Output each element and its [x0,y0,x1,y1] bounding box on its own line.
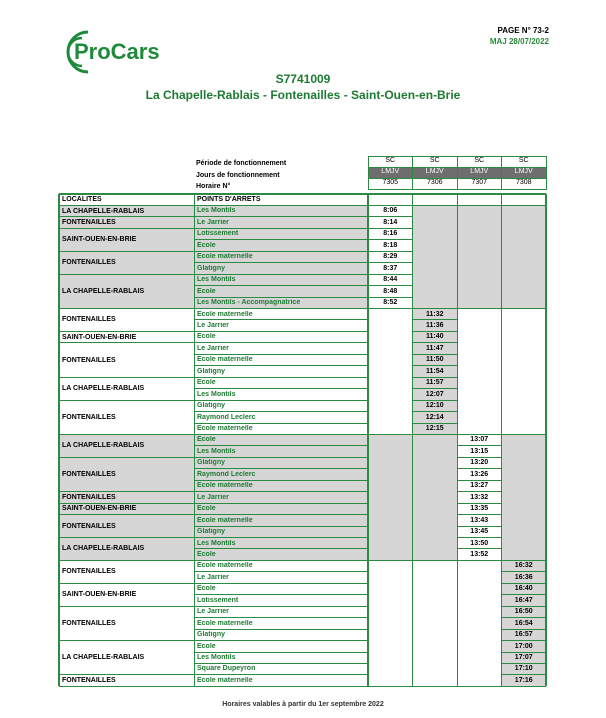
departure-time: 17:16 [514,676,533,684]
page-number: PAGE N° 73-2 [497,26,549,35]
label-periode: Période de fonctionnement [196,160,287,167]
stop-name: Glatigny [197,402,226,410]
grid-line [194,423,368,424]
stop-name: Raymond Leclerc [197,470,256,478]
stop-name: Le Jarrier [197,344,229,352]
stop-name: Glatigny [197,631,226,639]
locality: FONTENAILLES [62,677,116,685]
locality: FONTENAILLES [62,568,116,576]
stop-name: Les Montils [197,390,236,398]
grid-line [59,606,194,607]
grid-line [413,423,458,424]
stop-name: Ecole maternelle [197,482,253,490]
departure-time: 8:18 [383,241,398,249]
validity-footer: Horaires valables à partir du 1er septembre 2022 [222,701,384,708]
departure-time: 11:32 [425,310,444,318]
grid-line [194,388,368,389]
grid-line [194,468,368,469]
departure-time: 13:20 [470,459,489,467]
departure-time: 17:00 [514,642,533,650]
grid-line [59,228,194,229]
grid-line [194,526,368,527]
grid-line [413,365,458,366]
grid-line [502,606,547,607]
grid-line [194,445,368,446]
stop-name: Ecole [197,550,216,558]
grid-line [194,514,368,515]
locality: FONTENAILLES [62,259,116,267]
grid-line [502,571,547,572]
grid-line [457,156,458,190]
logo-text: ProCars [74,39,160,64]
grid-line [502,193,547,195]
grid-line [368,216,413,217]
stop-name: Ecole maternelle [197,516,253,524]
grid-line [501,156,502,190]
departure-time: 16:36 [514,573,533,581]
grid-line [194,548,368,549]
locality: SAINT-OUEN-EN-BRIE [62,236,137,244]
departure-time: 13:15 [470,447,489,455]
grid-line [59,274,194,275]
header-points: POINTS D'ARRETS [197,196,261,203]
grid-line [59,583,194,584]
service-periode: SC [385,157,396,164]
stop-name: Ecole [197,241,216,249]
locality: SAINT-OUEN-EN-BRIE [62,505,137,513]
grid-line [413,400,458,401]
grid-line [58,194,60,686]
grid-line [502,674,547,675]
departure-time: 13:32 [470,493,489,501]
locality: FONTENAILLES [62,619,116,627]
grid-line [413,354,458,355]
grid-line [194,377,368,378]
departure-time: 13:26 [470,470,489,478]
grid-line [501,194,502,686]
stop-name: Ecole [197,642,216,650]
grid-line [194,400,368,401]
grid-line [502,640,547,641]
service-periode: SC [429,157,440,164]
service-horaire: 7305 [382,179,399,187]
grid-line [194,537,368,538]
grid-line [457,468,502,469]
grid-line [413,331,458,332]
grid-line [194,354,368,355]
departure-time: 16:50 [514,608,533,616]
grid-line [457,457,502,458]
grid-line [457,537,502,538]
grid-line [457,491,502,492]
grid-line [59,560,546,562]
grid-line [194,594,368,595]
grid-line [59,537,194,538]
route-title: La Chapelle-Rablais - Fontenailles - Saint-Ouen-en-Brie [145,88,461,102]
stop-name: Le Jarrier [197,573,229,581]
grid-line [194,583,368,584]
locality: FONTENAILLES [62,522,116,530]
stop-name: Les Montils - Accompagnatrice [197,299,301,307]
grid-line [457,480,502,481]
grid-line [194,365,368,366]
departure-time: 13:52 [470,550,489,558]
grid-line [457,193,502,195]
stop-name: Glatigny [197,459,226,467]
grid-line [194,411,368,412]
stop-name: Les Montils [197,447,236,455]
grid-line [413,319,458,320]
departure-time: 13:45 [470,528,489,536]
grid-line [412,156,413,190]
grid-line [413,342,458,343]
grid-line [194,652,368,653]
update-date: MAJ 28/07/2022 [489,37,549,46]
departure-time: 12:14 [425,413,444,421]
shade [457,205,502,308]
grid-line [194,663,368,664]
grid-line [59,686,546,688]
stop-name: Lotissement [197,596,239,604]
grid-line [194,331,368,332]
stop-name: Les Montils [197,207,236,215]
departure-time: 8:52 [383,299,398,307]
departure-time: 8:29 [383,253,398,261]
shade [368,434,413,560]
grid-line [546,156,547,190]
stop-name: Ecole maternelle [197,562,253,570]
departure-time: 16:47 [514,596,533,604]
departure-time: 16:32 [514,562,533,570]
locality: FONTENAILLES [62,413,116,421]
grid-line [59,514,194,515]
grid-line [194,491,368,492]
grid-line [59,457,194,458]
grid-line [502,617,547,618]
grid-line [545,194,547,686]
stop-name: Lotissement [197,230,239,238]
grid-line [194,251,368,252]
grid-line [194,617,368,618]
grid-line [502,663,547,664]
stop-name: Le Jarrier [197,321,229,329]
grid-line [413,193,458,195]
locality: FONTENAILLES [62,471,116,479]
grid-line [368,239,413,240]
locality: FONTENAILLES [62,316,116,324]
departure-time: 8:16 [383,230,398,238]
stop-name: Le Jarrier [197,218,229,226]
grid-line [368,228,413,229]
departure-time: 8:06 [383,207,398,215]
locality: LA CHAPELLE-RABLAIS [62,287,145,295]
locality: SAINT-OUEN-EN-BRIE [62,333,137,341]
grid-line [194,274,368,275]
departure-time: 17:10 [514,665,533,673]
grid-line [413,377,458,378]
locality: LA CHAPELLE-RABLAIS [62,442,145,450]
grid-line [413,388,458,389]
grid-line [368,251,413,252]
grid-line [368,156,369,190]
grid-line [194,319,368,320]
grid-line [502,583,547,584]
departure-time: 8:44 [383,276,398,284]
stop-name: Square Dupeyron [197,665,256,673]
departure-time: 13:50 [470,539,489,547]
grid-line [413,411,458,412]
locality: FONTENAILLES [62,493,116,501]
grid-line [59,674,194,675]
grid-line [194,606,368,607]
grid-line [368,274,413,275]
service-horaire: 7307 [471,179,488,187]
grid-line [368,297,413,298]
label-horaire: Horaire N° [196,183,231,190]
departure-time: 13:27 [470,482,489,490]
grid-line [194,457,368,458]
locality: LA CHAPELLE-RABLAIS [62,385,145,393]
service-jours: LMJV [368,167,413,178]
service-horaire: 7308 [515,179,532,187]
grid-line [368,262,413,263]
procars-logo [58,27,188,77]
grid-line [457,194,458,686]
stop-name: Le Jarrier [197,493,229,501]
grid-line [59,205,546,207]
grid-line [59,331,194,332]
grid-line [59,400,194,401]
shade [413,205,458,308]
stop-name: Raymond Leclerc [197,413,256,421]
grid-line [502,594,547,595]
grid-line [59,434,546,436]
stop-name: Glatigny [197,367,226,375]
departure-time: 13:35 [470,505,489,513]
departure-time: 11:40 [425,333,444,341]
grid-line [194,194,195,686]
grid-line [59,503,194,504]
departure-time: 13:07 [470,436,489,444]
departure-time: 12:10 [425,402,444,410]
locality: SAINT-OUEN-EN-BRIE [62,591,137,599]
departure-time: 17:07 [514,654,533,661]
grid-line [194,262,368,263]
stop-name: Les Montils [197,276,236,284]
stop-name: Le Jarrier [197,608,229,616]
grid-line [194,480,368,481]
departure-time: 8:37 [383,264,398,272]
shade [502,205,547,308]
grid-line [502,652,547,653]
grid-line [368,193,413,195]
grid-line [59,342,194,343]
stop-name: Les Montils [197,539,236,547]
locality: FONTENAILLES [62,356,116,364]
stop-name: Ecole [197,505,216,513]
stop-name: Ecole [197,333,216,341]
stop-name: Les Montils [197,654,236,661]
grid-line [194,216,368,217]
grid-line [194,503,368,504]
header-localites: LOCALITES [62,196,102,203]
departure-time: 11:54 [425,367,444,375]
grid-line [194,674,368,675]
grid-line [194,342,368,343]
grid-line [194,297,368,298]
stop-name: Glatigny [197,264,226,272]
grid-line [194,285,368,286]
stop-name: Ecole maternelle [197,619,253,627]
grid-line [412,194,413,686]
departure-time: 12:15 [425,425,444,432]
departure-time: 8:14 [383,218,398,226]
grid-line [502,629,547,630]
grid-line [59,491,194,492]
grid-line [457,548,502,549]
service-periode: SC [474,157,485,164]
stop-name: Ecole [197,287,216,295]
departure-time: 8:48 [383,287,398,295]
stop-name: Ecole [197,436,216,444]
stop-name: Ecole maternelle [197,356,253,364]
grid-line [194,239,368,240]
stop-name: Ecole maternelle [197,310,253,318]
departure-time: 16:54 [514,619,533,627]
departure-time: 11:36 [425,321,444,329]
grid-line [59,308,546,310]
departure-time: 12:07 [425,390,444,398]
service-periode: SC [518,157,529,164]
departure-time: 16:57 [514,631,533,639]
grid-line [194,228,368,229]
grid-line [368,285,413,286]
stop-name: Glatigny [197,528,226,536]
grid-line [457,445,502,446]
stop-name: Ecole maternelle [197,676,253,684]
stop-name: Ecole maternelle [197,425,253,432]
grid-line [194,571,368,572]
departure-time: 11:47 [425,344,444,352]
locality: LA CHAPELLE-RABLAIS [62,545,145,553]
grid-line [457,526,502,527]
service-horaire: 7306 [426,179,443,187]
grid-line [194,629,368,630]
locality: LA CHAPELLE-RABLAIS [62,654,145,662]
departure-time: 13:43 [470,516,489,524]
stop-name: Ecole [197,585,216,593]
grid-line [59,251,194,252]
locality: LA CHAPELLE-RABLAIS [62,207,145,215]
line-code: S7741009 [275,72,331,86]
stop-name: Ecole [197,379,216,387]
grid-line [194,640,368,641]
shade [502,434,547,560]
departure-time: 16:40 [514,585,533,593]
grid-line [59,216,194,217]
grid-line [59,640,194,641]
stop-name: Ecole maternelle [197,253,253,261]
grid-line [367,194,369,686]
locality: FONTENAILLES [62,219,116,227]
grid-line [59,377,194,378]
shade [413,434,458,560]
departure-time: 11:50 [425,356,444,364]
departure-time: 11:57 [425,379,444,387]
service-jours: LMJV [502,167,547,178]
grid-line [457,514,502,515]
label-jours: Jours de fonctionnement [196,172,280,179]
grid-line [457,503,502,504]
service-jours: LMJV [457,167,502,178]
service-jours: LMJV [413,167,458,178]
